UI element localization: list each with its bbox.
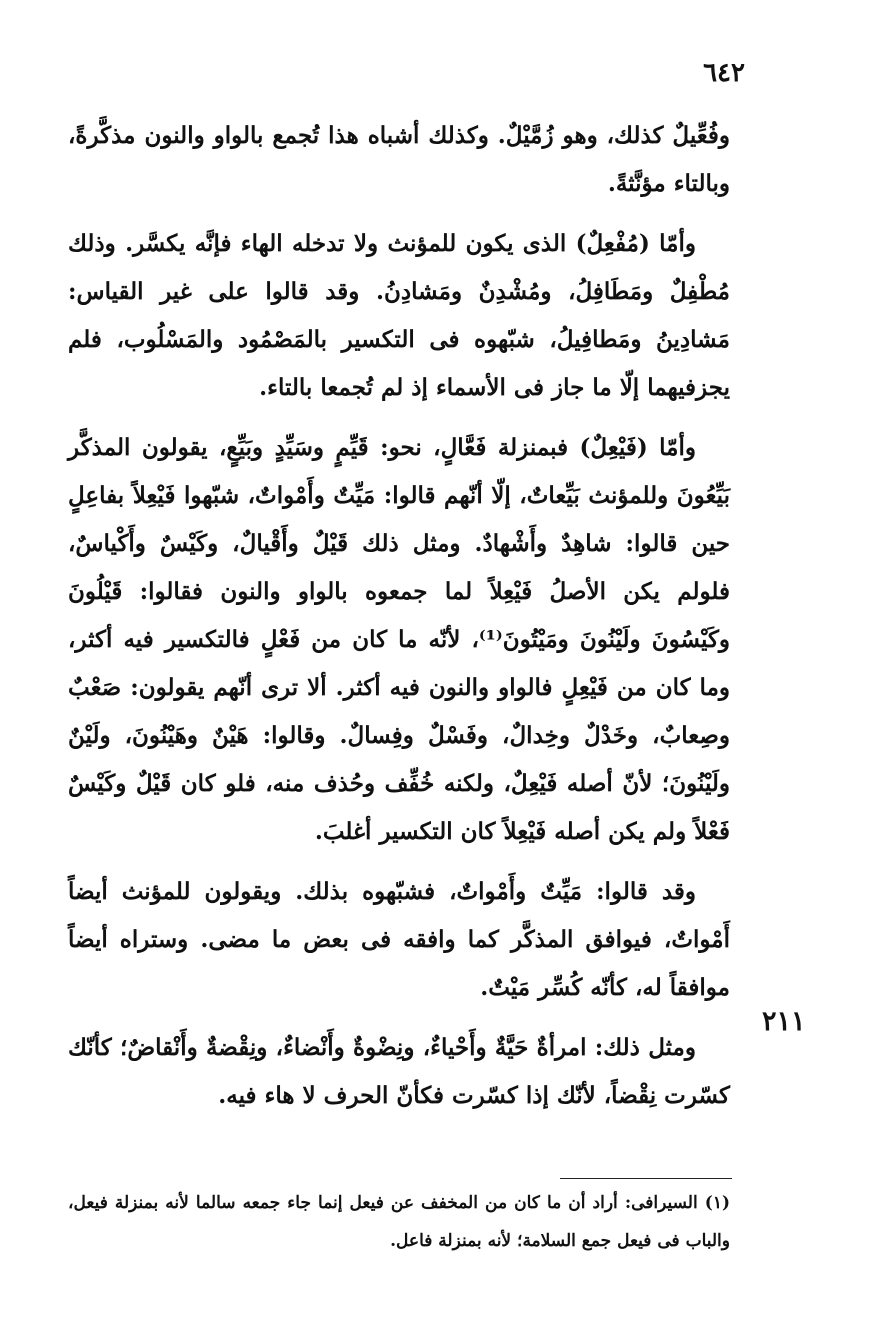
- paragraph-1: وفُعِّيلٌ كذلك، وهو زُمَّيْلٌ. وكذلك أشباه هذا تُجمع بالواو والنون مذكَّرةً، وبالتاء مؤنَّثةً.: [68, 122, 730, 197]
- paragraph-5: ومثل ذلك: امرأةٌ حَيَّةٌ وأَحْياءٌ، ونِضْوةٌ وأَنْضاءٌ، ونِقْضةٌ وأَنْقاضٌ؛ كأنّك كسّرت نِقْضاً، لأنّك إذا كسّرت فكأنّ الحرف لا هاء فيه.: [68, 1034, 730, 1109]
- page-number: ٦٤٢: [703, 58, 745, 88]
- main-text: [68, 112, 730, 1132]
- paragraph-2: وأمّا (مُفْعِلٌ) الذى يكون للمؤنث ولا تدخله الهاء فإنَّه يكسَّر. وذلك مُطْفِلٌ ومَطَافِلُ، ومُشْدِنٌ ومَشادِنُ. وقد قالوا على غير القياس: مَشادِينُ ومَطافِيلُ، شبّهوه فى التكسير بالمَصْمُود والمَسْلُوب، فلم يجزفيهما إلّا ما جاز فى الأسماء إذ لم تُجمعا بالتاء.: [68, 230, 730, 401]
- paragraph-4: وقد قالوا: مَيِّتٌ وأَمْواتٌ، فشبّهوه بذلك. ويقولون للمؤنث أيضاً أَمْواتٌ، فيوافق المذكَّر كما وافقه فى بعض ما مضى. وستراه أيضاً موافقاً له، كأنّه كُسِّر مَيْتٌ.: [68, 878, 730, 1001]
- paragraph-3: وأمّا (فَيْعِلٌ) فبمنزلة فَعَّالٍ، نحو: قَيِّمٍ وسَيِّدٍ وبَيِّعٍ، يقولون المذكَّر بَيِّعُونَ وللمؤنث بَيِّعاتٌ، إلّا أنّهم قالوا: مَيِّتٌ وأَمْواتٌ، شبّهوا فَيْعِلاً بفاعِلٍ حين قالوا: شاهِدٌ وأَشْهادٌ. ومثل ذلك قَيْلٌ وأَقْيالٌ، وكَيْسٌ وأَكْياسٌ، فلولم يكن الأصلُ فَيْعِلاً لما جمعوه بالواو والنون فقالوا: قَيْلُونَ وكَيْسُونَ ولَيْنُونَ ومَيْتُونَ⁽¹⁾، لأنّه ما كان من فَعْلٍ فالتكسير فيه أكثر، وما كان من فَيْعِلٍ فالواو والنون فيه أكثر. ألا ترى أنّهم يقولون: صَعْبٌ وصِعابٌ، وخَدْلٌ وخِدالٌ، وفَسْلٌ وفِسالٌ. وقالوا: هَيْنٌ وهَيْنُونَ، ولَيْنٌ ولَيْنُونَ؛ لأنّ أصله فَيْعِلٌ، ولكنه خُفِّف وحُذف منه، فلو كان قَيْلٌ وكَيْسٌ فَعْلاً ولم يكن أصله فَيْعِلاً كان التكسير أغلبَ.: [68, 434, 730, 845]
- footnote-divider: [560, 1178, 732, 1179]
- footnote: [68, 1184, 730, 1260]
- footnote-text: (١) السيرافى: أراد أن ما كان من المخفف عن فيعل إنما جاء جمعه سالما لأنه بمنزلة فيعل، والباب فى فيعل جمع السلامة؛ لأنه بمنزلة فاعل.: [68, 1193, 730, 1251]
- margin-reference-number: ٢١١: [762, 1006, 806, 1037]
